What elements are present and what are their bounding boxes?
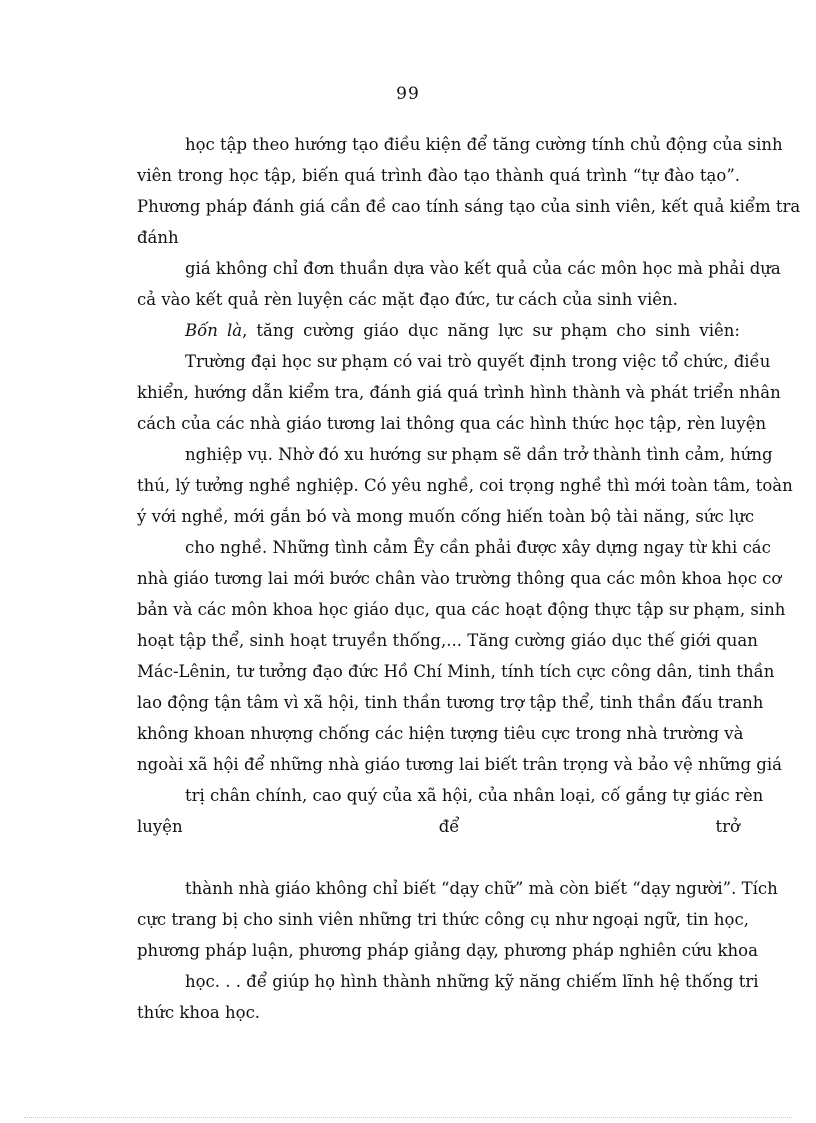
text-line: cực trang bị cho sinh viên những tri thức công cụ như ngoại ngữ, tin học, — [137, 910, 749, 929]
text-line: bản và các môn khoa học giáo dục, qua các hoạt động thực tập sư phạm, sinh — [137, 600, 786, 619]
text-line: Trường đại học sư phạm có vai trò quyết định trong việc tổ chức, điều — [185, 352, 771, 371]
lead-in-separator: , — [242, 321, 257, 340]
word-de: để — [438, 817, 460, 836]
text-line: cho nghề. Những tình cảm Êy cần phải được xây dựng ngay từ khi các — [185, 538, 771, 557]
text-line: viên trong học tập, biến quá trình đào tạo thành quá trình “tự đào tạo”. — [137, 166, 740, 185]
text-line: khiển, hướng dẫn kiểm tra, đánh giá quá trình hình thành và phát triển nhân — [137, 383, 781, 402]
text-line: nghiệp vụ. Nhờ đó xu hướng sư phạm sẽ dần trở thành tình cảm, hứng — [185, 445, 773, 464]
text-line: học tập theo hướng tạo điều kiện để tăng cường tính chủ động của sinh — [185, 135, 783, 154]
page-number: 99 — [396, 84, 420, 104]
text-line: Mác-Lênin, tư tưởng đạo đức Hồ Chí Minh, tính tích cực công dân, tinh thần — [137, 662, 775, 681]
lead-in-rest: tăng cường giáo dục năng lực sư phạm cho sinh viên: — [256, 321, 740, 340]
text-line: học. . . để giúp họ hình thành những kỹ năng chiếm lĩnh hệ thống tri — [185, 972, 759, 991]
lead-in-italic: Bốn là — [185, 321, 243, 340]
text-line — [137, 318, 740, 349]
text-line: giá không chỉ đơn thuần dựa vào kết quả của các môn học mà phải dựa — [185, 259, 781, 278]
text-line: nhà giáo tương lai mới bước chân vào trường thông qua các môn khoa học cơ — [137, 569, 782, 588]
text-line: trị chân chính, cao quý của xã hội, của nhân loại, cố gắng tự giác rèn — [185, 786, 764, 805]
text-line: lao động tận tâm vì xã hội, tinh thần tương trợ tập thể, tinh thần đấu tranh — [137, 693, 764, 712]
text-line: cách của các nhà giáo tương lai thông qua các hình thức học tập, rèn luyện — [137, 414, 767, 433]
text-line: Phương pháp đánh giá cần đề cao tính sáng tạo của sinh viên, kết quả kiểm tra — [137, 197, 801, 216]
body-text — [137, 132, 801, 1031]
text-line: ý với nghề, mới gắn bó và mong muốn cống hiến toàn bộ tài năng, sức lực — [137, 507, 755, 526]
text-line: phương pháp luận, phương pháp giảng dạy, phương pháp nghiên cứu khoa — [137, 941, 758, 960]
blank-line — [137, 845, 740, 876]
word-luyen: luyện — [137, 817, 183, 836]
text-line: cả vào kết quả rèn luyện các mặt đạo đức, tư cách của sinh viên. — [137, 290, 678, 309]
text-line: ngoài xã hội để những nhà giáo tương lai biết trân trọng và bảo vệ những giá — [137, 755, 782, 774]
text-line: đánh — [137, 228, 179, 247]
word-tro: trở — [715, 817, 740, 836]
text-line: hoạt tập thể, sinh hoạt truyền thống,... Tăng cường giáo dục thế giới quan — [137, 631, 758, 650]
text-line: thú, lý tưởng nghề nghiệp. Có yêu nghề, coi trọng nghề thì mới toàn tâm, toàn — [137, 476, 793, 495]
text-line — [137, 814, 740, 845]
text-line: thành nhà giáo không chỉ biết “dạy chữ” mà còn biết “dạy người”. Tích — [185, 879, 778, 898]
text-line: thức khoa học. — [137, 1003, 261, 1022]
text-line: không khoan nhượng chống các hiện tượng tiêu cực trong nhà trường và — [137, 724, 744, 743]
page-bottom-rule — [24, 1117, 792, 1118]
